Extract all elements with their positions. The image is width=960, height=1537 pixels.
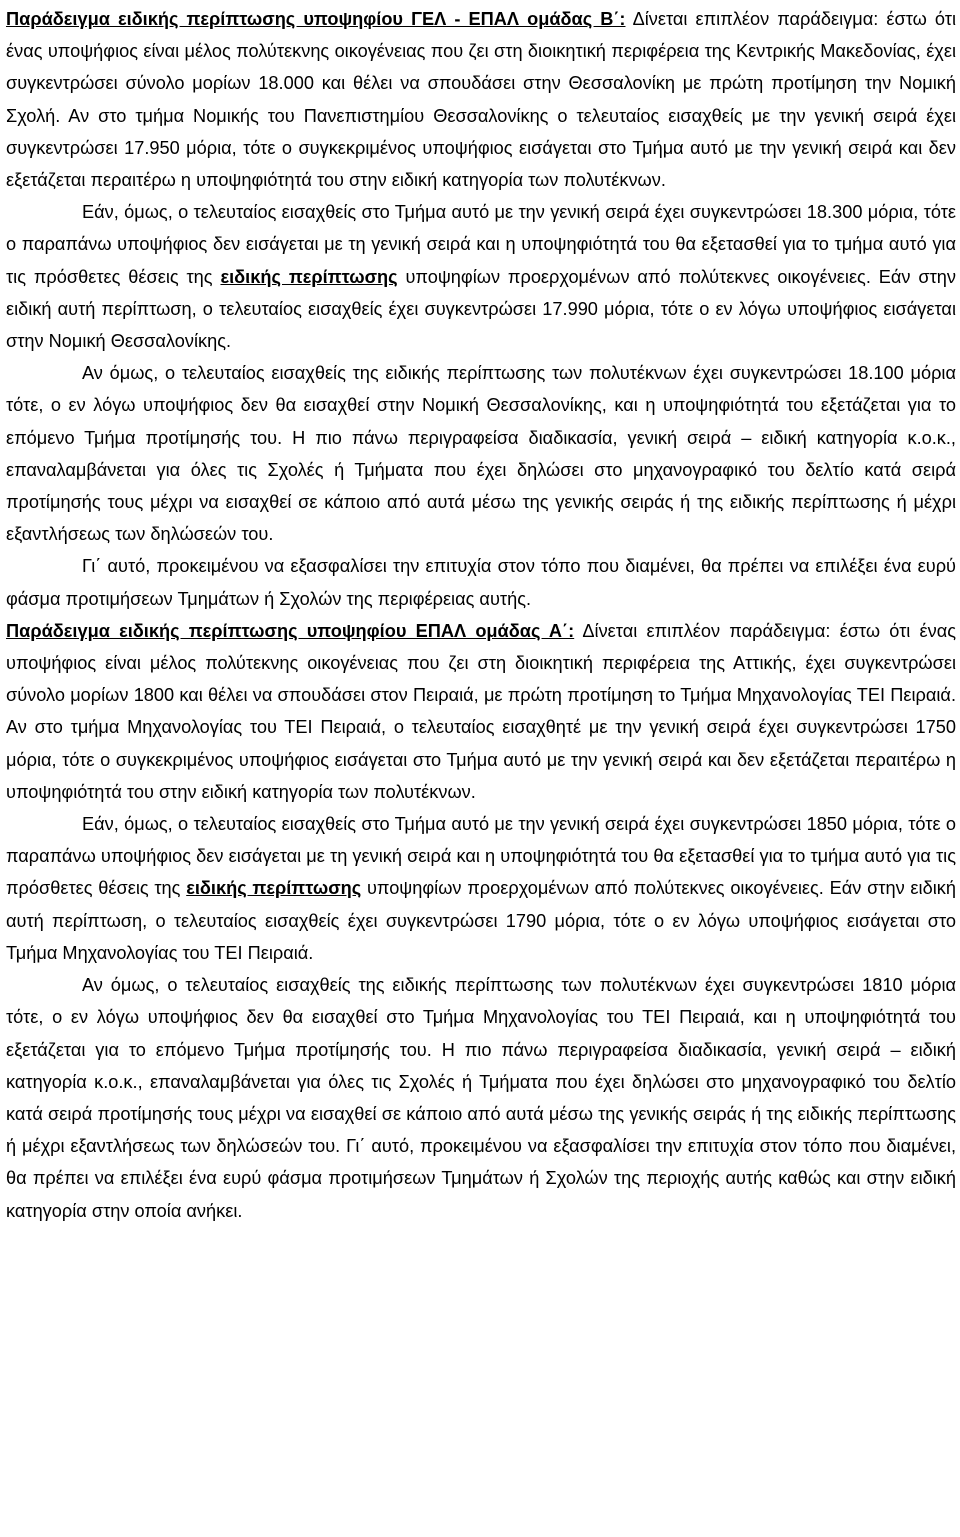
section-b-heading: Παράδειγμα ειδικής περίπτωσης υποψηφίου ΓΕΛ - ΕΠΑΛ ομάδας Β΄:	[6, 9, 626, 29]
section-a-heading: Παράδειγμα ειδικής περίπτωσης υποψηφίου ΕΠΑΛ ομάδας Α΄:	[6, 620, 575, 641]
section-a-paragraph-2-text-before: Εάν, όμως, ο τελευταίος εισαχθείς στο Τμήμα αυτό με την γενική σειρά έχει συγκεντρώσει 1850 μόρια, τότε ο παραπάνω υποψήφιος δεν εισάγεται με τη γενική σειρά και η υποψηφιότητά του θα εξετασθεί για το τμήμα αυτό για τις πρόσθετες θέσεις της	[6, 814, 956, 899]
section-a-paragraph-1	[6, 615, 956, 808]
section-b-paragraph-3	[6, 357, 956, 550]
section-b-paragraph-2	[6, 196, 956, 357]
section-b-paragraph-4	[6, 550, 956, 614]
section-b-paragraph-3-text: Αν όμως, ο τελευταίος εισαχθείς της ειδικής περίπτωσης των πολυτέκνων έχει συγκεντρώσει 18.100 μόρια τότε, ο εν λόγω υποψήφιος δεν θα εισαχθεί στην Νομική Θεσσαλονίκης, και η υποψηφιότητά του εξετάζεται για το επόμενο Τμήμα προτίμησής του. Η πιο πάνω περιγραφείσα διαδικασία, γενική σειρά – ειδική κατηγορία κ.ο.κ., επαναλαμβάνεται για όλες τις Σχολές ή Τμήματα που έχει δηλώσει στο μηχανογραφικό του δελτίο κατά σειρά προτίμησής τους μέχρι να εισαχθεί σε κάποιο από αυτά μέσω της γενικής σειράς ή της ειδικής περίπτωσης ή μέχρι εξαντλήσεως των δηλώσεών του.	[6, 363, 956, 545]
section-a-paragraph-3-text: Αν όμως, ο τελευταίος εισαχθείς της ειδικής περίπτωσης των πολυτέκνων έχει συγκεντρώσει 1810 μόρια τότε, ο εν λόγω υποψήφιος δεν θα εισαχθεί στο Τμήμα Μηχανολογίας του ΤΕΙ Πειραιά, και η υποψηφιότητά του εξετάζεται για το επόμενο Τμήμα προτίμησής του. Η πιο πάνω περιγραφείσα διαδικασία, γενική σειρά – ειδική κατηγορία κ.ο.κ., επαναλαμβάνεται για όλες τις Σχολές ή Τμήματα που έχει δηλώσει στο μηχανογραφικό του δελτίο κατά σειρά προτίμησής τους μέχρι να εισαχθεί σε κάποιο από αυτά μέσω της γενικής σειράς ή της ειδικής περίπτωσης ή μέχρι εξαντλήσεως των δηλώσεών του. Γι΄ αυτό, προκειμένου να εξασφαλίσει την επιτυχία στον τόπο που διαμένει, θα πρέπει να επιλέξει ένα ευρύ φάσμα προτιμήσεων Τμημάτων ή Σχολών της περιοχής αυτής καθώς και στην ειδική κατηγορία στην οποία ανήκει.	[6, 975, 956, 1221]
section-b-paragraph-2-emphasis: ειδικής περίπτωσης	[220, 266, 398, 287]
section-b-paragraph-4-text: Γι΄ αυτό, προκειμένου να εξασφαλίσει την επιτυχία στον τόπο που διαμένει, θα πρέπει να επιλέξει ένα ευρύ φάσμα προτιμήσεων Τμημάτων ή Σχολών της περιφέρειας αυτής.	[6, 556, 956, 609]
section-b-paragraph-1-text: Δίνεται επιπλέον παράδειγμα: έστω ότι ένας υποψήφιος είναι μέλος πολύτεκνης οικογένειας που ζει στη διοικητική περιφέρεια της Κεντρικής Μακεδονίας, έχει συγκεντρώσει σύνολο μορίων 18.000 και θέλει να σπουδάσει στην Θεσσαλονίκη με πρώτη προτίμηση την Νομική Σχολή. Αν στο τμήμα Νομικής του Πανεπιστημίου Θεσσαλονίκης ο τελευταίος εισαχθείς με την γενική σειρά έχει συγκεντρώσει 17.950 μόρια, τότε ο συγκεκριμένος υποψήφιος εισάγεται στο Τμήμα αυτό με την γενική σειρά και δεν εξετάζεται περαιτέρω η υποψηφιότητά του στην ειδική κατηγορία των πολυτέκνων.	[6, 9, 956, 191]
section-b-paragraph-1	[6, 3, 956, 196]
section-a-paragraph-3	[6, 969, 956, 1227]
section-a-paragraph-2	[6, 808, 956, 969]
section-b-paragraph-2-text-before: Εάν, όμως, ο τελευταίος εισαχθείς στο Τμήμα αυτό με την γενική σειρά έχει συγκεντρώσει 18.300 μόρια, τότε ο παραπάνω υποψήφιος δεν εισάγεται με τη γενική σειρά και η υποψηφιότητά του θα εξετασθεί για το τμήμα αυτό για τις πρόσθετες θέσεις της	[6, 202, 956, 287]
document-page	[6, 3, 956, 1227]
section-a-paragraph-1-text: Δίνεται επιπλέον παράδειγμα: έστω ότι ένας υποψήφιος είναι μέλος πολύτεκνης οικογένειας που ζει στη διοικητική περιφέρεια της Αττικής, έχει συγκεντρώσει σύνολο μορίων 1800 και θέλει να σπουδάσει στον Πειραιά, με πρώτη προτίμηση το Τμήμα Μηχανολογίας ΤΕΙ Πειραιά. Αν στο τμήμα Μηχανολογίας του ΤΕΙ Πειραιά, ο τελευταίος εισαχθητέ με την γενική σειρά έχει συγκεντρώσει 1750 μόρια, τότε ο συγκεκριμένος υποψήφιος εισάγεται στο Τμήμα αυτό με την γενική σειρά και δεν εξετάζεται περαιτέρω η υποψηφιότητά του στην ειδική κατηγορία των πολυτέκνων.	[6, 620, 956, 802]
section-a-paragraph-2-emphasis: ειδικής περίπτωσης	[186, 878, 362, 899]
section-a-paragraph-2-text-after: υποψηφίων προερχομένων από πολύτεκνες οικογένειες. Εάν στην ειδική αυτή περίπτωση, ο τελευταίος εισαχθείς έχει συγκεντρώσει 1790 μόρια, τότε ο εν λόγω υποψήφιος εισάγεται στο Τμήμα Μηχανολογίας του ΤΕΙ Πειραιά.	[6, 878, 956, 963]
section-b-paragraph-2-text-after: υποψηφίων προερχομένων από πολύτεκνες οικογένειες. Εάν στην ειδική αυτή περίπτωση, ο τελευταίος εισαχθείς έχει συγκεντρώσει 17.990 μόρια, τότε ο εν λόγω υποψήφιος εισάγεται στην Νομική Θεσσαλονίκης.	[6, 266, 956, 352]
